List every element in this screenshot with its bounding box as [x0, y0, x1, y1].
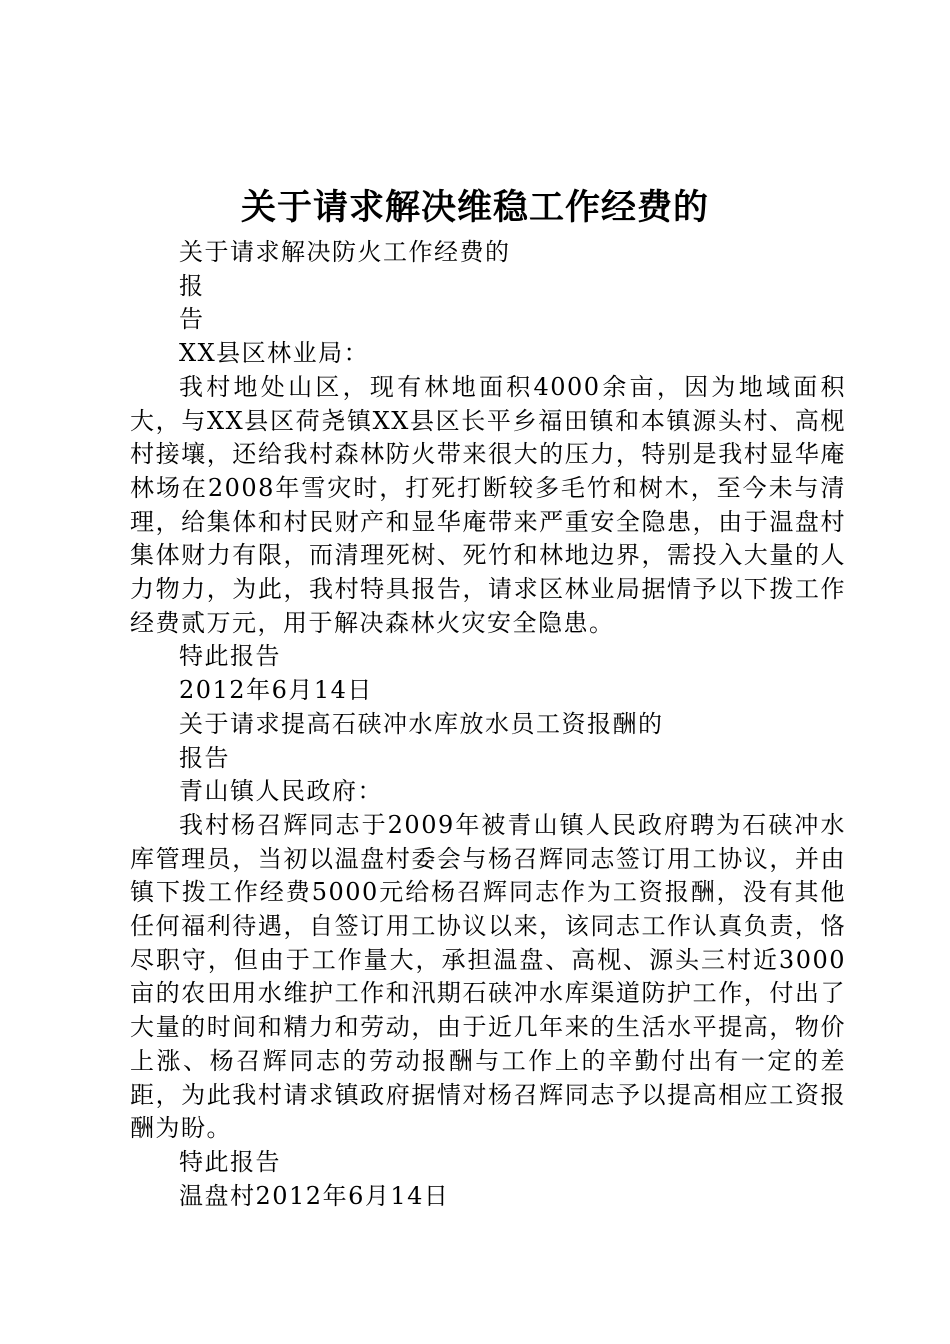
report1-heading-line3: 告	[179, 305, 205, 334]
report2-signature-date: 温盘村2012年6月14日	[179, 1181, 450, 1210]
report2-closing: 特此报告	[179, 1147, 281, 1176]
report1-heading: 关于请求解决防火工作经费的	[179, 238, 511, 266]
report2-body-paragraph: 我村杨召辉同志于2009年被青山镇人民政府聘为石硖冲水库管理员，当初以温盘村委会与杨召辉同志签订用工协议，并由镇下拨工作经费5000元给杨召辉同志作为工资报酬，没有其他任何福利待遇，自签订用工协议以来，该同志工作认真负责，恪尽职守，但由于工作量大，承担温盘、高枧、源头三村近3000亩的农田用水维护工作和汛期石硖冲水库渠道防护工作，付出了大量的时间和精力和劳动，由于近几年来的生活水平提高，物价上涨、杨召辉同志的劳动报酬与工作上的辛勤付出有一定的差距，为此我村请求镇政府据情对杨召辉同志予以提高相应工资报酬为盼。	[130, 810, 846, 1143]
report1-body-paragraph: 我村地处山区，现有林地面积4000余亩，因为地域面积大，与XX县区荷尧镇XX县区长平乡福田镇和本镇源头村、高枧村接壤，还给我村森林防火带来很大的压力，特别是我村显华庵林场在2008年雪灾时，打死打断较多毛竹和树木，至今未与清理，给集体和村民财产和显华庵带来严重安全隐患，由于温盘村集体财力有限，而清理死树、死竹和林地边界，需投入大量的人力物力，为此，我村特具报告，请求区林业局据情予以下拨工作经费贰万元，用于解决森林火灾安全隐患。	[130, 372, 846, 637]
document-title: 关于请求解决维稳工作经费的	[240, 188, 709, 228]
report2-heading: 关于请求提高石硖冲水库放水员工资报酬的	[179, 709, 664, 738]
report2-heading-line2: 报告	[179, 743, 230, 772]
report1-closing: 特此报告	[179, 642, 281, 671]
report2-addressee: 青山镇人民政府：	[179, 777, 383, 806]
report1-date: 2012年6月14日	[179, 676, 373, 705]
document-body	[130, 236, 846, 1213]
report1-heading-line2: 报	[179, 271, 205, 300]
report1-addressee: XX县区林业局：	[179, 339, 370, 368]
